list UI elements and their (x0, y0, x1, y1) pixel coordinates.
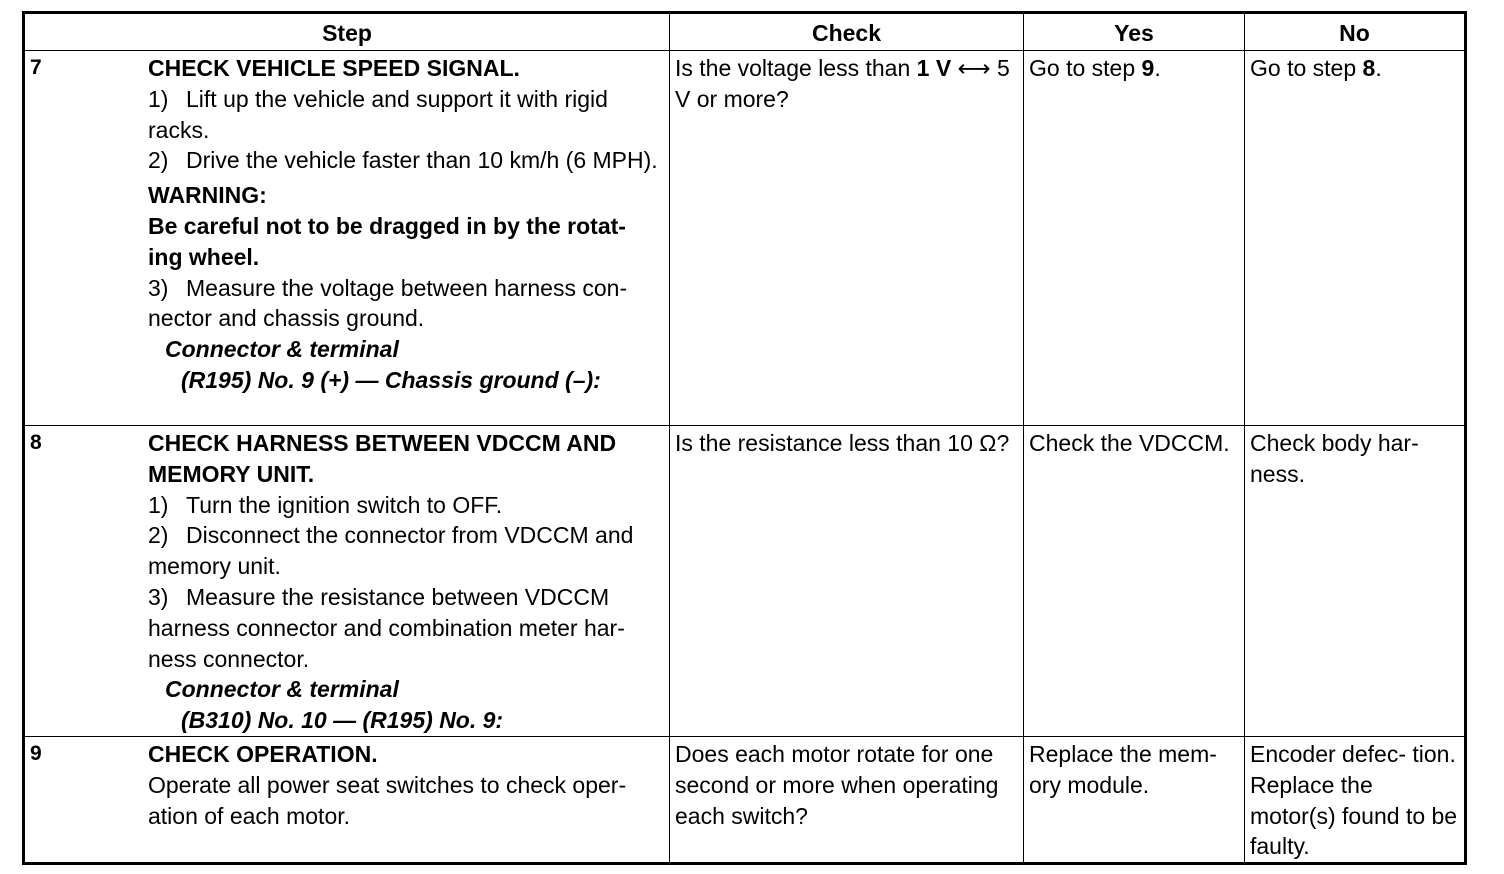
step-cell (24, 51, 670, 426)
yes-cell: Go to step 9. (1024, 51, 1245, 426)
yes-cell: Replace the mem- ory module. (1024, 737, 1245, 864)
no-cell: Encoder defec- tion. Replace the motor(s) found to be faulty. (1245, 737, 1466, 864)
step-title: CHECK HARNESS BETWEEN VDCCM AND MEMORY UNIT. (148, 430, 617, 487)
step-number: 9 (30, 742, 42, 765)
table-row (24, 737, 1466, 864)
header-check: Check (670, 13, 1024, 51)
check-cell: Is the voltage less than 1 V ⟷ 5 V or more? (670, 51, 1024, 426)
step-instruction: 2) Drive the vehicle faster than 10 km/h (6 MPH). (148, 147, 658, 174)
connector-label: Connector & terminal (165, 676, 399, 703)
step-instruction: 1) Lift up the vehicle and support it with rigid racks. (148, 85, 608, 143)
step-number: 7 (30, 56, 42, 79)
header-no: No (1245, 13, 1466, 51)
step-instruction: Operate all power seat switches to check oper- ation of each motor. (148, 771, 627, 829)
header-row (24, 13, 1466, 51)
header-yes: Yes (1024, 13, 1245, 51)
warning-label: WARNING: (148, 182, 267, 209)
step-number: 8 (30, 431, 42, 454)
step-cell (24, 737, 670, 864)
step-instruction: 2) Disconnect the connector from VDCCM and memory unit. (148, 522, 634, 580)
yes-cell: Check the VDCCM. (1024, 426, 1245, 737)
no-cell: Go to step 8. (1245, 51, 1466, 426)
step-cell (24, 426, 670, 737)
step-instruction: 1) Turn the ignition switch to OFF. (148, 491, 503, 518)
connector-value: (R195) No. 9 (+) — Chassis ground (–): (181, 366, 601, 393)
check-cell: Is the resistance less than 10 Ω? (670, 426, 1024, 737)
no-cell: Check body har- ness. (1245, 426, 1466, 737)
step-instruction: 3) Measure the voltage between harness con- nector and chassis ground. (148, 274, 628, 332)
warning-text: Be careful not to be dragged in by the rotat- ing wheel. (148, 212, 626, 270)
header-step: Step (24, 13, 670, 51)
check-cell: Does each motor rotate for one second or more when operating each switch? (670, 737, 1024, 864)
step-title: CHECK OPERATION. (148, 741, 378, 767)
connector-label: Connector & terminal (165, 336, 399, 363)
connector-value: (B310) No. 10 — (R195) No. 9: (181, 707, 504, 734)
step-instruction: 3) Measure the resistance between VDCCM harness connector and combination meter har- ness connector. (148, 583, 625, 672)
table-row (24, 51, 1466, 426)
step-title: CHECK VEHICLE SPEED SIGNAL. (148, 55, 520, 81)
diagnostic-table (22, 11, 1467, 865)
table-row (24, 426, 1466, 737)
